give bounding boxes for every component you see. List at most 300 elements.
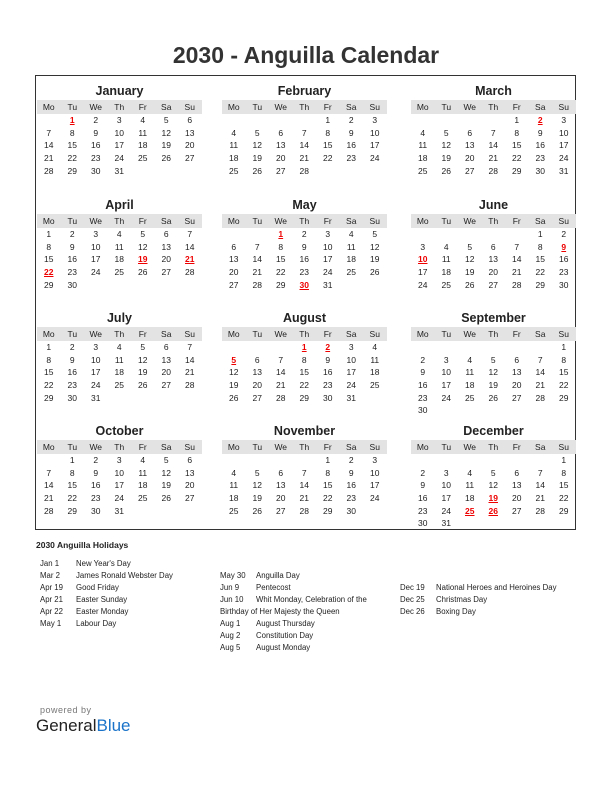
month-name: May [292, 198, 317, 212]
day-cell: 19 [488, 380, 498, 391]
day-cell: 22 [323, 153, 333, 164]
holiday-item [220, 582, 367, 594]
day-cell: 19 [465, 267, 475, 278]
weekday-label: Tu [67, 329, 78, 339]
day-cell: 6 [278, 467, 284, 478]
day-cell: 5 [254, 467, 260, 478]
holiday-day-cell: 1 [69, 115, 75, 125]
empty-cell [269, 114, 293, 127]
day-cell: 11 [346, 241, 356, 252]
empty-cell [222, 114, 246, 127]
day-cell: 6 [514, 354, 520, 365]
day-cell: 4 [348, 229, 354, 239]
day-cell: 2 [561, 229, 567, 239]
day-cell: 8 [69, 127, 75, 138]
day-cell: 30 [559, 279, 569, 290]
day-cell: 5 [254, 127, 260, 138]
weekday-label: Fr [138, 216, 147, 226]
empty-cell [131, 505, 155, 518]
day-cell: 27 [465, 165, 475, 176]
day-cell: 26 [252, 505, 262, 516]
week-row [411, 354, 576, 367]
day-cell: 6 [490, 241, 496, 252]
day-cell: 1 [537, 229, 543, 239]
day-cell: 7 [537, 354, 543, 365]
day-cell: 8 [561, 467, 567, 478]
holiday-name: Christmas Day [436, 595, 488, 604]
logo-blue: Blue [96, 716, 131, 735]
weekday-label: Su [184, 216, 195, 226]
day-cell: 19 [252, 153, 262, 164]
holiday-date: Jun 10 [220, 595, 244, 604]
weekday-header [37, 440, 202, 454]
day-cell: 31 [441, 518, 451, 529]
holiday-day-cell: 26 [488, 505, 498, 516]
day-cell: 28 [44, 165, 54, 176]
day-cell: 27 [161, 267, 171, 278]
day-cell: 7 [187, 342, 193, 352]
week-row [37, 341, 202, 354]
empty-cell [529, 404, 553, 417]
day-cell: 25 [229, 165, 239, 176]
day-cell: 2 [420, 354, 426, 365]
day-cell: 22 [67, 153, 77, 164]
empty-cell [363, 392, 387, 405]
holiday-item [40, 570, 173, 582]
day-cell: 13 [488, 254, 498, 265]
day-cell: 29 [276, 279, 286, 290]
day-cell: 10 [114, 467, 124, 478]
weekday-label: Th [114, 442, 125, 452]
day-cell: 12 [441, 140, 451, 151]
month-name: January [95, 84, 144, 98]
weekday-label: Tu [252, 102, 263, 112]
week-row [222, 505, 387, 518]
day-cell: 24 [441, 505, 451, 516]
day-cell: 16 [535, 140, 545, 151]
day-cell: 24 [91, 380, 101, 391]
empty-cell [131, 279, 155, 292]
empty-cell [435, 228, 459, 241]
holiday-date: Dec 25 [400, 595, 425, 604]
weekday-header [222, 100, 387, 114]
day-cell: 13 [465, 140, 475, 151]
weekday-label: We [463, 329, 477, 339]
day-cell: 24 [346, 380, 356, 391]
day-cell: 20 [161, 254, 171, 265]
day-cell: 27 [512, 392, 522, 403]
day-cell: 6 [231, 241, 237, 252]
weekday-label: We [274, 442, 288, 452]
day-cell: 13 [276, 140, 286, 151]
day-cell: 29 [67, 165, 77, 176]
day-cell: 5 [490, 354, 496, 365]
day-cell: 29 [323, 505, 333, 516]
day-cell: 10 [91, 241, 101, 252]
day-cell: 3 [372, 115, 378, 125]
month-name: March [475, 84, 512, 98]
day-cell: 4 [116, 229, 122, 239]
weekday-label: Su [369, 442, 380, 452]
weekday-header [411, 214, 576, 228]
day-cell: 7 [301, 467, 307, 478]
day-cell: 16 [559, 254, 569, 265]
weekday-label: Th [299, 329, 310, 339]
month-name: August [282, 311, 327, 325]
day-cell: 20 [185, 140, 195, 151]
weekday-label: We [463, 102, 477, 112]
day-cell: 1 [325, 115, 331, 125]
day-cell: 22 [559, 493, 569, 504]
day-cell: 15 [535, 254, 545, 265]
day-cell: 4 [140, 455, 146, 465]
empty-cell [411, 114, 435, 127]
day-cell: 15 [67, 140, 77, 151]
day-cell: 14 [44, 480, 54, 491]
day-cell: 20 [512, 493, 522, 504]
day-cell: 1 [561, 342, 567, 352]
day-cell: 20 [465, 153, 475, 164]
holiday-name: August Monday [256, 643, 311, 652]
day-cell: 30 [346, 505, 356, 516]
day-cell: 2 [93, 455, 99, 465]
holiday-date: Aug 2 [220, 631, 241, 640]
weekday-label: Su [184, 329, 195, 339]
week-row [222, 241, 387, 254]
day-cell: 10 [370, 127, 380, 138]
day-cell: 21 [44, 493, 54, 504]
day-cell: 27 [252, 392, 262, 403]
week-row [37, 127, 202, 140]
day-cell: 23 [91, 493, 101, 504]
day-cell: 18 [138, 140, 148, 151]
empty-cell [246, 114, 270, 127]
day-cell: 27 [488, 279, 498, 290]
empty-cell [340, 165, 364, 178]
month-august [222, 310, 387, 404]
day-cell: 8 [46, 354, 52, 365]
week-row [37, 467, 202, 480]
weekday-label: Sa [535, 216, 546, 226]
day-cell: 23 [323, 380, 333, 391]
day-cell: 16 [67, 367, 77, 378]
week-row [222, 366, 387, 379]
week-row [37, 139, 202, 152]
holiday-item [400, 606, 556, 618]
day-cell: 15 [299, 367, 309, 378]
day-cell: 21 [535, 380, 545, 391]
empty-cell [131, 165, 155, 178]
holiday-date: Apr 19 [40, 583, 63, 592]
day-cell: 29 [512, 165, 522, 176]
day-cell: 14 [276, 367, 286, 378]
day-cell: 31 [114, 165, 124, 176]
day-cell: 25 [346, 267, 356, 278]
week-row [222, 467, 387, 480]
month-name: February [277, 84, 332, 98]
day-cell: 13 [185, 467, 195, 478]
empty-cell [269, 454, 293, 467]
day-cell: 30 [67, 392, 77, 403]
day-cell: 10 [370, 467, 380, 478]
holiday-name: Constitution Day [256, 631, 314, 640]
month-march [411, 83, 576, 177]
empty-cell [458, 341, 482, 354]
weekday-label: Su [184, 102, 195, 112]
week-row [411, 114, 576, 127]
generalblue-logo[interactable] [36, 716, 131, 736]
day-cell: 29 [67, 505, 77, 516]
week-row [37, 379, 202, 392]
day-cell: 25 [229, 505, 239, 516]
week-row [37, 454, 202, 467]
day-cell: 12 [161, 467, 171, 478]
day-cell: 11 [138, 467, 148, 478]
holiday-date: Aug 5 [220, 643, 241, 652]
day-cell: 13 [276, 480, 286, 491]
holiday-name: Whit Monday, Celebration of the [256, 595, 367, 604]
holiday-day-cell: 10 [418, 254, 428, 265]
weekday-label: Mo [227, 329, 240, 339]
day-cell: 22 [276, 267, 286, 278]
day-cell: 3 [348, 342, 354, 352]
day-cell: 24 [370, 493, 380, 504]
holiday-date: Apr 21 [40, 595, 63, 604]
day-cell: 9 [69, 354, 75, 365]
day-cell: 10 [559, 127, 569, 138]
day-cell: 12 [488, 367, 498, 378]
day-cell: 16 [418, 380, 428, 391]
empty-cell [178, 279, 202, 292]
day-cell: 8 [537, 241, 543, 252]
day-cell: 31 [559, 165, 569, 176]
month-april [37, 197, 202, 291]
day-cell: 9 [93, 127, 99, 138]
empty-cell [84, 279, 108, 292]
holiday-date: Jan 1 [40, 559, 60, 568]
day-cell: 9 [420, 480, 426, 491]
day-cell: 19 [441, 153, 451, 164]
day-cell: 8 [325, 467, 331, 478]
day-cell: 4 [443, 241, 449, 252]
day-cell: 7 [278, 354, 284, 365]
empty-cell [458, 228, 482, 241]
weekday-label: Fr [512, 102, 521, 112]
week-row [411, 241, 576, 254]
month-name: April [105, 198, 134, 212]
week-row [222, 266, 387, 279]
day-cell: 18 [114, 254, 124, 265]
weekday-label: Mo [416, 329, 429, 339]
day-cell: 31 [346, 392, 356, 403]
empty-cell [505, 404, 529, 417]
week-row [222, 127, 387, 140]
day-cell: 4 [231, 467, 237, 478]
holiday-date: May 1 [40, 619, 62, 628]
month-name: October [95, 424, 144, 438]
day-cell: 31 [91, 392, 101, 403]
day-cell: 13 [252, 367, 262, 378]
day-cell: 18 [229, 493, 239, 504]
day-cell: 24 [441, 392, 451, 403]
month-name: December [463, 424, 524, 438]
day-cell: 4 [467, 354, 473, 365]
weekday-label: Tu [441, 102, 452, 112]
day-cell: 6 [163, 229, 169, 239]
weekday-header [411, 100, 576, 114]
day-cell: 5 [140, 342, 146, 352]
week-row [222, 114, 387, 127]
weekday-label: Fr [323, 216, 332, 226]
week-row [222, 139, 387, 152]
holiday-item [40, 582, 173, 594]
day-cell: 2 [69, 229, 75, 239]
week-row [411, 341, 576, 354]
day-cell: 18 [441, 267, 451, 278]
weekday-label: Mo [416, 102, 429, 112]
month-may [222, 197, 387, 291]
holiday-name: New Year's Day [76, 559, 131, 568]
holiday-item [400, 582, 556, 594]
day-cell: 19 [370, 254, 380, 265]
weekday-label: Fr [323, 102, 332, 112]
day-cell: 21 [512, 267, 522, 278]
day-cell: 15 [559, 480, 569, 491]
holiday-item [40, 558, 173, 570]
day-cell: 2 [93, 115, 99, 125]
weekday-label: Th [114, 329, 125, 339]
empty-cell [411, 228, 435, 241]
holiday-date: Dec 26 [400, 607, 425, 616]
day-cell: 30 [323, 392, 333, 403]
empty-cell [37, 114, 61, 127]
weekday-label: Tu [252, 216, 263, 226]
empty-cell [458, 114, 482, 127]
day-cell: 3 [443, 354, 449, 365]
empty-cell [108, 392, 132, 405]
empty-cell [155, 165, 179, 178]
weekday-label: Tu [441, 216, 452, 226]
weekday-label: We [463, 216, 477, 226]
weekday-label: Sa [535, 102, 546, 112]
holiday-item [40, 618, 173, 630]
empty-cell [505, 454, 529, 467]
holiday-name: James Ronald Webster Day [76, 571, 173, 580]
day-cell: 16 [418, 493, 428, 504]
week-row [411, 404, 576, 417]
day-cell: 23 [346, 153, 356, 164]
week-row [411, 152, 576, 165]
day-cell: 18 [346, 254, 356, 265]
week-row [411, 467, 576, 480]
day-cell: 20 [252, 380, 262, 391]
day-cell: 3 [93, 229, 99, 239]
holiday-item [220, 606, 367, 618]
week-row [222, 279, 387, 292]
empty-cell [435, 114, 459, 127]
empty-cell [222, 341, 246, 354]
week-row [222, 228, 387, 241]
day-cell: 10 [441, 480, 451, 491]
weekday-label: Fr [138, 329, 147, 339]
day-cell: 9 [537, 127, 543, 138]
weekday-label: Th [488, 102, 499, 112]
day-cell: 24 [114, 153, 124, 164]
week-row [222, 253, 387, 266]
day-cell: 25 [114, 267, 124, 278]
day-cell: 19 [252, 493, 262, 504]
holiday-day-cell: 9 [561, 241, 567, 252]
week-row [37, 479, 202, 492]
day-cell: 13 [161, 354, 171, 365]
day-cell: 6 [514, 467, 520, 478]
weekday-label: Sa [161, 442, 172, 452]
day-cell: 16 [299, 254, 309, 265]
empty-cell [552, 517, 576, 530]
holiday-column [400, 582, 556, 618]
empty-cell [363, 279, 387, 292]
empty-cell [340, 279, 364, 292]
day-cell: 14 [535, 367, 545, 378]
day-cell: 1 [325, 455, 331, 465]
week-row [411, 392, 576, 405]
month-january [37, 83, 202, 177]
day-cell: 24 [323, 267, 333, 278]
day-cell: 15 [323, 140, 333, 151]
empty-cell [246, 454, 270, 467]
day-cell: 24 [559, 153, 569, 164]
day-cell: 25 [114, 380, 124, 391]
weekday-label: Su [184, 442, 195, 452]
day-cell: 3 [420, 241, 426, 252]
day-cell: 3 [443, 467, 449, 478]
day-cell: 16 [323, 367, 333, 378]
day-cell: 7 [187, 229, 193, 239]
powered-by: powered by [40, 705, 92, 715]
day-cell: 17 [323, 254, 333, 265]
week-row [37, 279, 202, 292]
day-cell: 16 [67, 254, 77, 265]
day-cell: 26 [488, 392, 498, 403]
day-cell: 24 [418, 279, 428, 290]
weekday-label: Su [558, 102, 569, 112]
day-cell: 12 [138, 241, 148, 252]
week-row [411, 165, 576, 178]
holiday-date: May 30 [220, 571, 246, 580]
empty-cell [435, 404, 459, 417]
week-row [222, 492, 387, 505]
day-cell: 28 [488, 165, 498, 176]
day-cell: 12 [138, 354, 148, 365]
empty-cell [269, 341, 293, 354]
week-row [411, 454, 576, 467]
holiday-item [40, 606, 173, 618]
day-cell: 11 [114, 354, 124, 365]
weekday-label: Th [488, 442, 499, 452]
weekday-label: Su [369, 102, 380, 112]
weekday-header [37, 214, 202, 228]
day-cell: 14 [512, 254, 522, 265]
weekday-header [222, 214, 387, 228]
day-cell: 25 [441, 279, 451, 290]
day-cell: 29 [535, 279, 545, 290]
weekday-label: Sa [346, 329, 357, 339]
day-cell: 28 [44, 505, 54, 516]
day-cell: 1 [561, 455, 567, 465]
week-row [37, 392, 202, 405]
empty-cell [363, 505, 387, 518]
day-cell: 14 [535, 480, 545, 491]
